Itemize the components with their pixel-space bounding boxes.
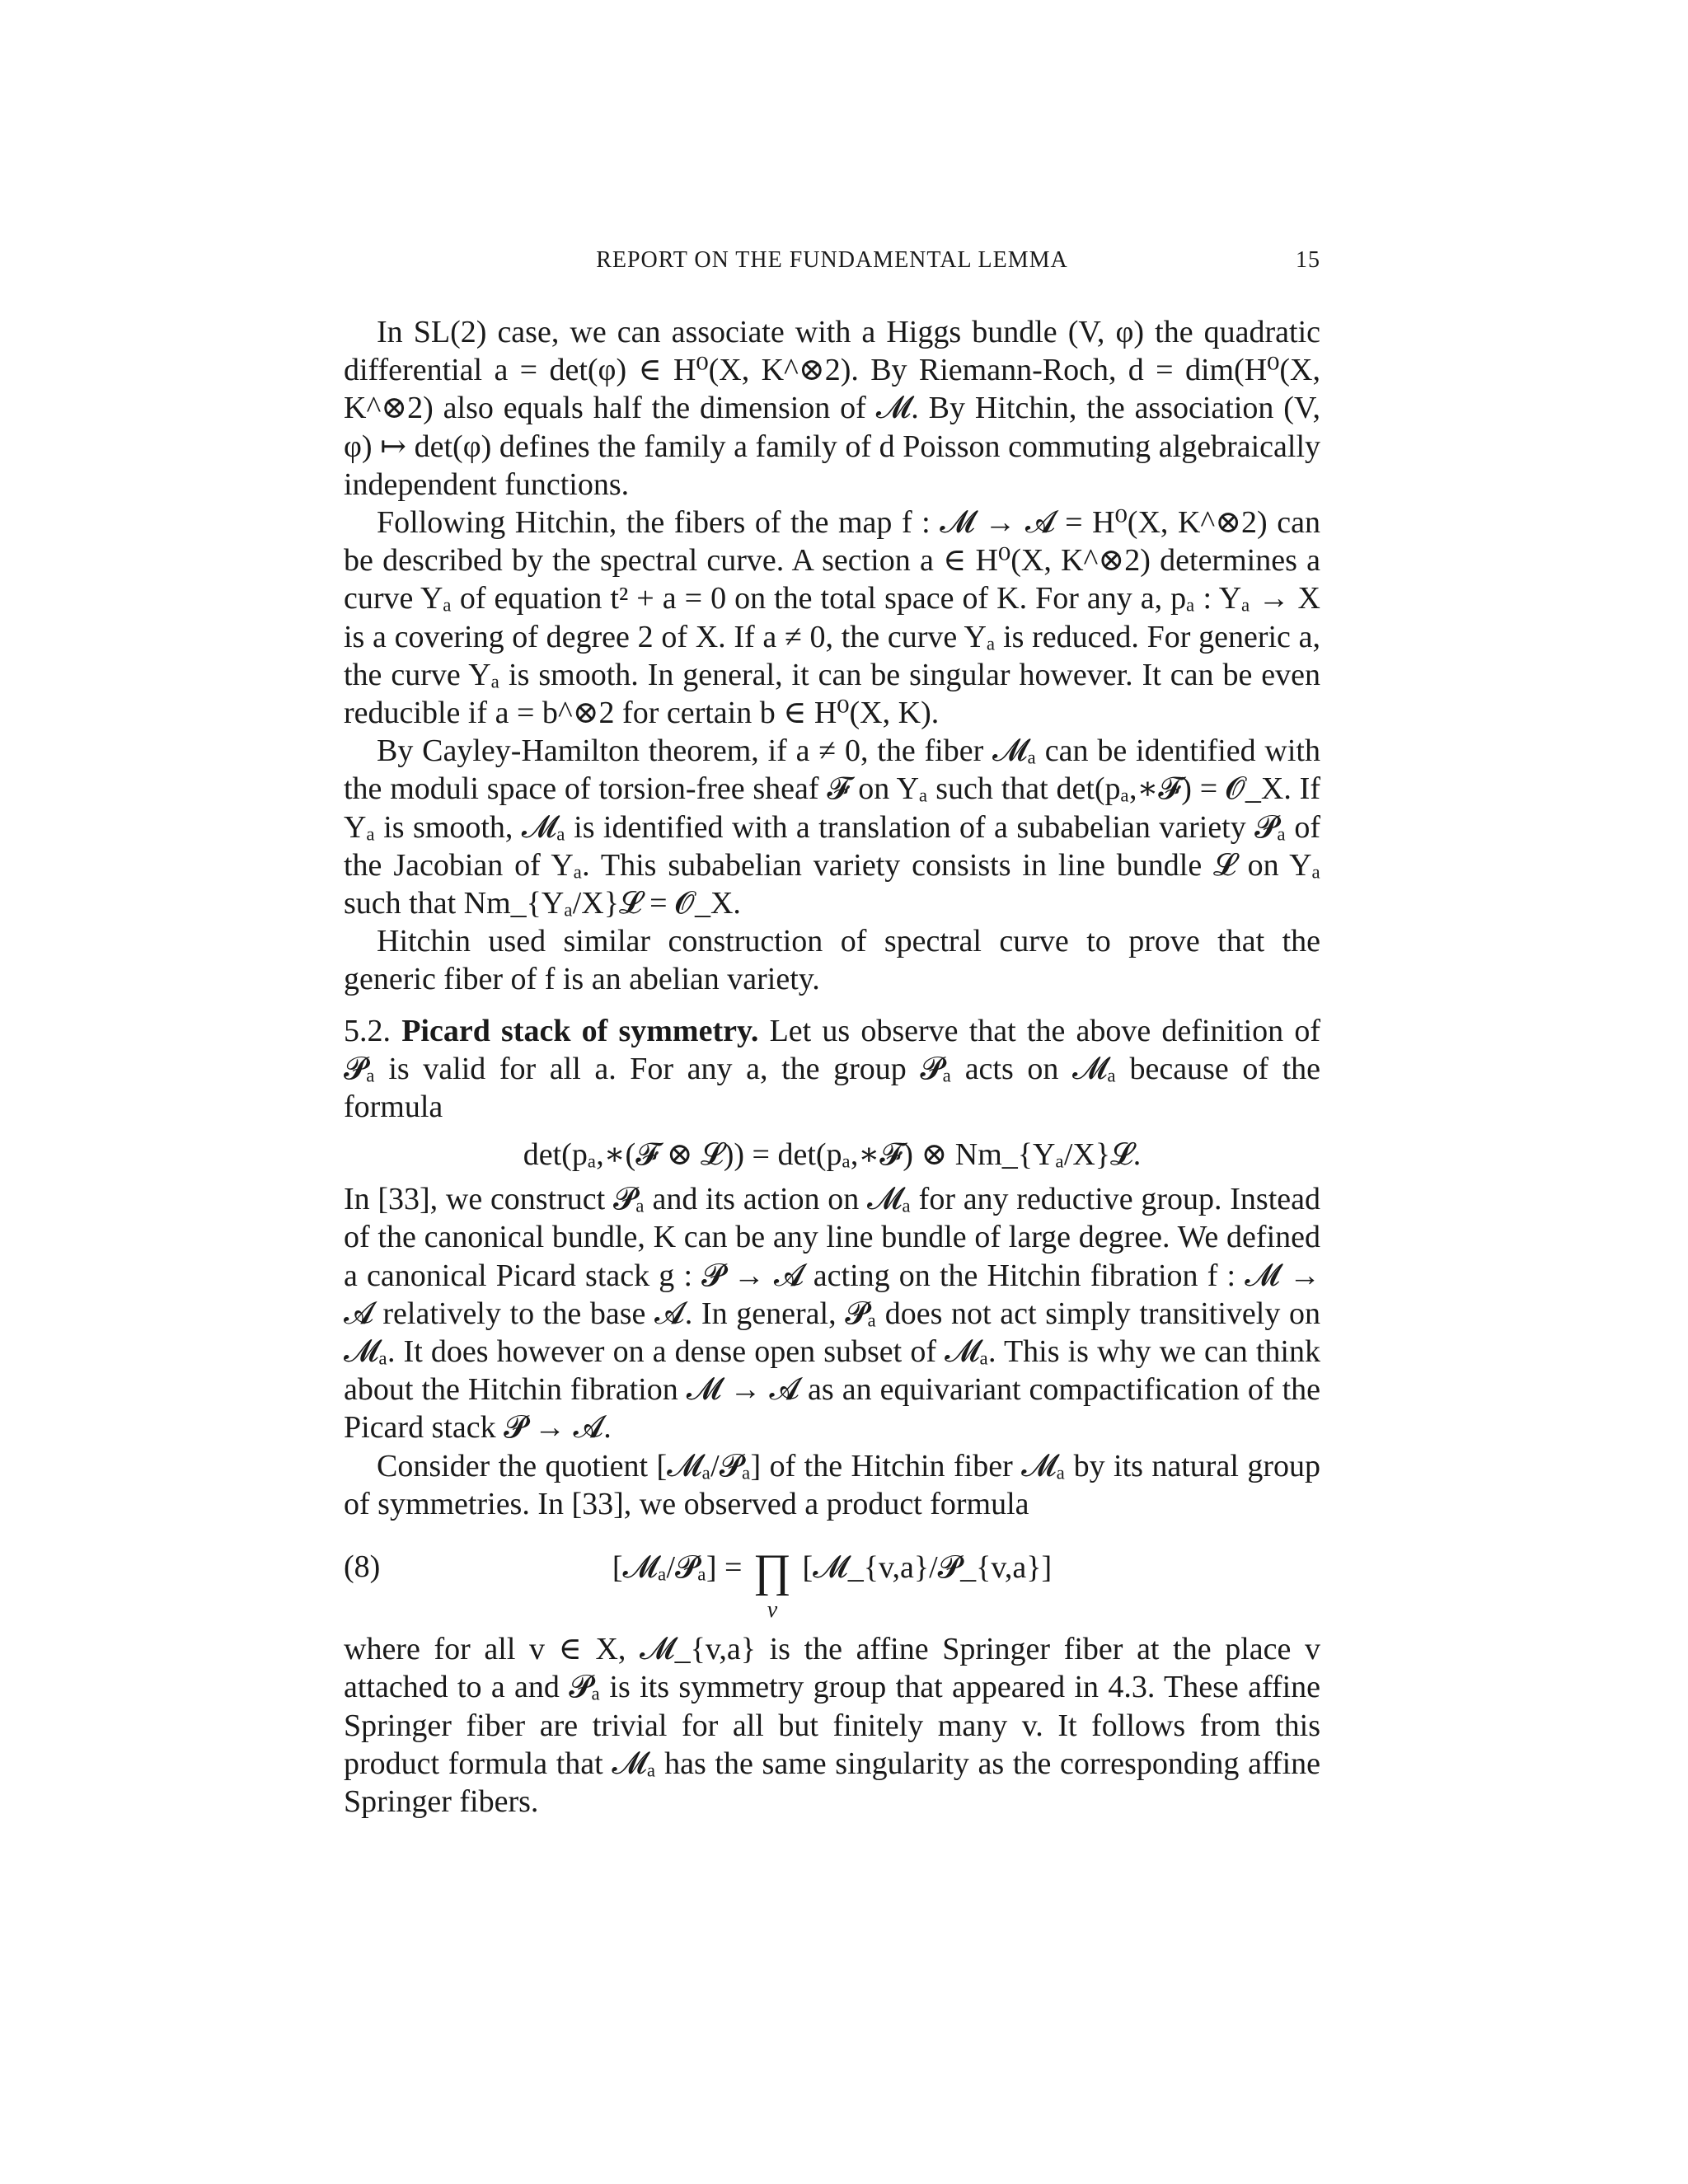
equation-lhs: [𝓜ₐ/𝓟ₐ] = bbox=[612, 1550, 743, 1586]
section-5-2 bbox=[344, 1012, 1320, 1127]
paragraph-construct-pa: In [33], we construct 𝓟ₐ and its action on 𝓜ₐ for any reductive group. Instead of the canonical bundle, K can be any line bundle of large degree. We defined a canonical Picard stack g : 𝓟 → 𝓐 acting on the Hitchin fibration f : 𝓜 → 𝓐 relatively to the base 𝓐. In general, 𝓟ₐ does not act simply transitively on 𝓜ₐ. It does however on a dense open subset of 𝓜ₐ. This is why we can think about the Hitchin fibration 𝓜 → 𝓐 as an equivariant compactification of the Picard stack 𝓟 → 𝓐. bbox=[344, 1182, 1320, 1446]
equation-number: (8) bbox=[344, 1549, 381, 1585]
section-intro: Let us observe that the above definition of 𝓟ₐ is valid for all a. For any a, the group 𝓟ₐ acts on 𝓜ₐ because of the formula bbox=[344, 1013, 1320, 1125]
section-title: Picard stack of symmetry. bbox=[401, 1013, 759, 1048]
product-symbol bbox=[750, 1545, 795, 1624]
product-index: v bbox=[767, 1597, 778, 1624]
running-head bbox=[344, 247, 1320, 290]
equation-det-formula: det(pₐ,∗(𝓕 ⊗ 𝓛)) = det(pₐ,∗𝓕) ⊗ Nm_{Yₐ/X}𝓛. bbox=[523, 1137, 1142, 1173]
section-number: 5.2. bbox=[344, 1013, 391, 1048]
paragraph-sl2: In SL(2) case, we can associate with a Higgs bundle (V, φ) the quadratic differential a = det(φ) ∈ H⁰(X, K^⊗2). By Riemann-Roch, d = dim(H⁰(X, K^⊗2) also equals half the dimension of 𝓜. By Hitchin, the association (V, φ) ↦ det(φ) defines the family a family of d Poisson commuting algebraically independent functions. bbox=[344, 315, 1320, 502]
paragraph-hitchin-abelian: Hitchin used similar construction of spectral curve to prove that the generic fiber of f is an abelian variety. bbox=[344, 924, 1320, 997]
page-number: 15 bbox=[1296, 247, 1320, 273]
paragraph-cayley-hamilton: By Cayley-Hamilton theorem, if a ≠ 0, the fiber 𝓜ₐ can be identified with the moduli space of torsion-free sheaf 𝓕 on Yₐ such that det(pₐ,∗𝓕) = 𝓞_X. If Yₐ is smooth, 𝓜ₐ is identified with a translation of a subabelian variety 𝓟ₐ of the Jacobian of Yₐ. This subabelian variety consists in line bundle 𝓛 on Yₐ such that Nm_{Yₐ/X}𝓛 = 𝓞_X. bbox=[344, 733, 1320, 921]
paragraph-quotient: Consider the quotient [𝓜ₐ/𝓟ₐ] of the Hitchin fiber 𝓜ₐ by its natural group of symmetries. In [33], we observed a product formula bbox=[344, 1448, 1320, 1521]
equation-rhs: [𝓜_{v,a}/𝓟_{v,a}] bbox=[802, 1550, 1053, 1586]
equation-body bbox=[344, 1545, 1320, 1624]
paragraph-closing: where for all v ∈ X, 𝓜_{v,a} is the affine Springer fiber at the place v attached to a and 𝓟ₐ is its symmetry group that appeared in 4.3. These affine Springer fiber are trivial for all but finitely many v. It follows from this product formula that 𝓜ₐ has the same singularity as the corresponding affine Springer fibers. bbox=[344, 1632, 1320, 1819]
paragraph-spectral-curve: Following Hitchin, the fibers of the map f : 𝓜 → 𝓐 = H⁰(X, K^⊗2) can be described by the spectral curve. A section a ∈ H⁰(X, K^⊗2) determines a curve Yₐ of equation t² + a = 0 on the total space of K. For any a, pₐ : Yₐ → X is a covering of degree 2 of X. If a ≠ 0, the curve Yₐ is reduced. For generic a, the curve Yₐ is smooth. In general, it can be singular however. It can be even reducible if a = b^⊗2 for certain b ∈ H⁰(X, K). bbox=[344, 505, 1320, 731]
page bbox=[344, 247, 1320, 1821]
equation-8 bbox=[344, 1535, 1320, 1625]
product-glyph: ∏ bbox=[753, 1545, 792, 1597]
running-title: REPORT ON THE FUNDAMENTAL LEMMA bbox=[596, 247, 1068, 273]
